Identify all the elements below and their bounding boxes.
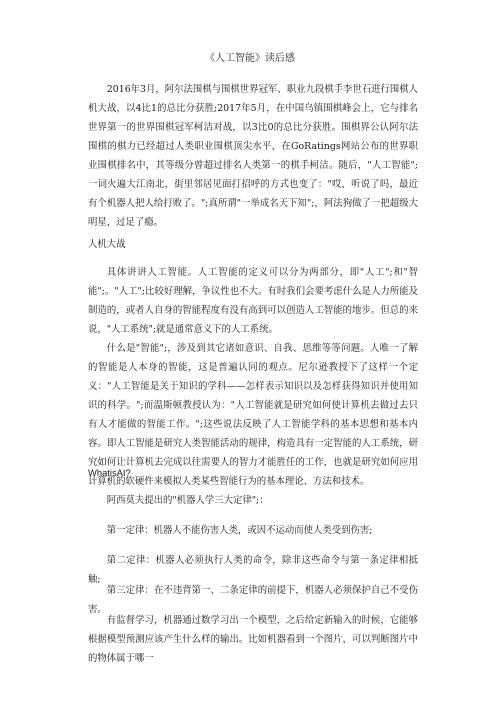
section-heading-what-is-ai: WhatisAI? — [88, 467, 131, 478]
paragraph-intelligence: 什么是"智能";，涉及到其它诸如意识、自我、思维等等问题。人唯一了解的智能是人本身的智能，这是普遍认同的观点。尼尔逊教授下了这样一个定义："人工智能是关于知识的学科——怎样表示知识以及怎样获得知识并使用知识的科学。";而温斯顿教授认为："人工智能就是研究如何使计算机去做过去只有人才能做的智能工作。";这些说法反映了人工智能学科的基本思想和基本内容。即人工智能是研究人类智能活动的规律，构造具有一定智能的人工系统，研究如何让计算机去完成以往需要人的智力才能胜任的工作，也就是研究如何应用计算机的软硬件来模拟人类某些智能行为的基本理论、方法和技术。 — [88, 343, 418, 487]
paragraph-three-laws-intro: 阿西莫夫提出的"机器人学三大定律";： — [106, 495, 269, 506]
paragraph-supervised-learning: 有监督学习，机器通过数学习出一个模型，之后给定新输入的时候，它能够根据模型预测应该产生什么样的输出。比如机器看到一个图片，可以判断图片中的物体属于哪一 — [88, 615, 418, 664]
document-title: 《人工智能》读后感 — [205, 53, 295, 64]
law-first: 第一定律：机器人不能伤害人类，或因不运动而使人类受到伤害; — [106, 525, 373, 536]
law-third: 第三定律：在不违背第一、二条定律的前提下，机器人必须保护自己不受伤害。 — [88, 585, 418, 615]
paragraph-ai-definition: 具体讲讲人工智能。人工智能的定义可以分为两部分，即"人工";和"智能";。"人工";比较好理解，争议性也不大。有时我们会要考虑什么是人力所能及制造的，或者人自身的智能程度有没有高到可以创造人工智能的地步。但总的来说，"人工系统";就是通常意义下的人工系统。 — [88, 267, 418, 335]
paragraph-alphago: 2016年3月，阿尔法围棋与围棋世界冠军、职业九段棋手李世石进行围棋人机大战，以4比1的总比分获胜;2017年5月，在中国乌镇围棋峰会上，它与排名世界第一的世界围棋冠军柯洁对战，以3比0的总比分获胜。围棋界公认阿尔法围棋的棋力已经超过人类职业围棋顶尖水平，在GoRatings网站公布的世界职业围棋排名中，其等级分曾超过排名人类第一的棋手柯洁。随后，"人工智能";一词火遍大江南北，街里邻居见面打招呼的方式也变了："哎，听说了吗，最近有个机器人把人给打败了。";真所谓"一举成名天下知";，阿法狗做了一把超级大明星，过足了瘾。 — [88, 84, 418, 228]
law-second: 第二定律：机器人必须执行人类的命令，除非这些命令与第一条定律相抵触; — [88, 555, 418, 585]
section-heading-man-vs-machine: 人机大战 — [88, 239, 126, 250]
